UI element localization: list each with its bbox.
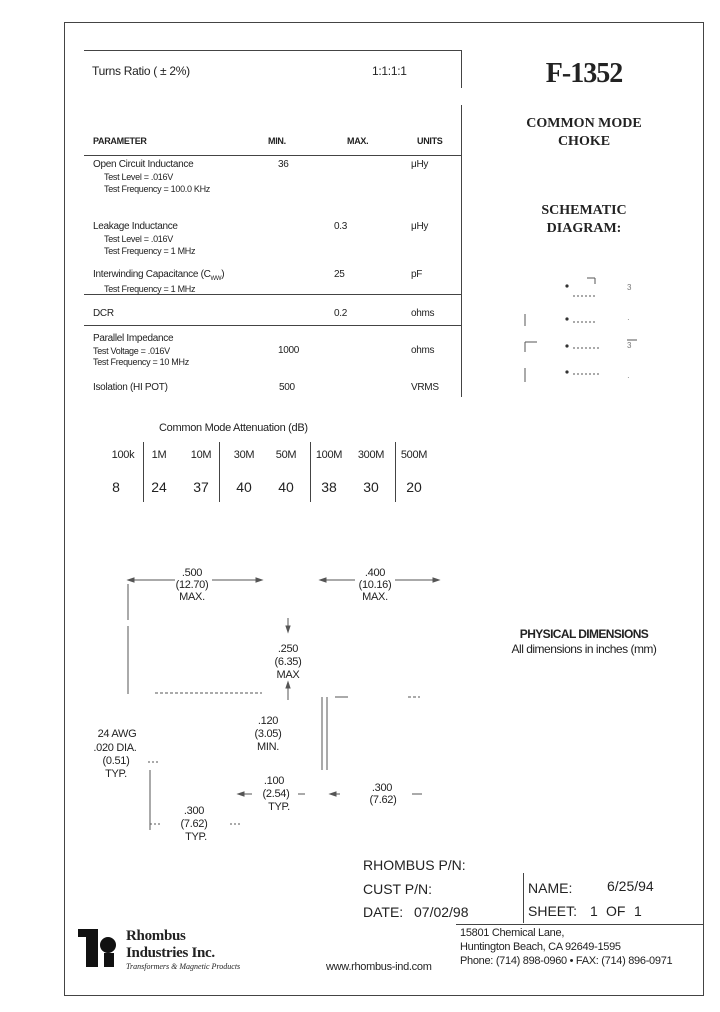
attenuation-value: 37 (193, 479, 209, 495)
sheet-value: 1 (590, 903, 598, 919)
physical-dimensions-subtitle: All dimensions in inches (mm) (511, 642, 657, 656)
sheet-of: OF (606, 903, 626, 919)
attenuation-value: 24 (151, 479, 167, 495)
row-max: 25 (334, 269, 345, 280)
dim-height-note: MAX (276, 669, 300, 681)
row-sub: Test Level = .016V (104, 172, 173, 182)
row-units: ohms (411, 345, 435, 356)
turns-ratio-label: Turns Ratio ( ± 2%) (92, 64, 190, 78)
rhombus-pn-label: RHOMBUS P/N: (363, 857, 466, 873)
dim-row-in: .300 (183, 805, 205, 817)
attenuation-freq: 50M (275, 449, 297, 461)
attenuation-freq: 300M (357, 449, 385, 461)
logo-bowl (100, 937, 116, 953)
company-tagline: Transformers & Magnetic Products (126, 962, 241, 971)
row-min: 36 (278, 159, 289, 170)
row-name: Parallel Impedance (93, 333, 174, 344)
col-parameter: PARAMETER (93, 136, 147, 146)
row-sub: Test Frequency = 1 MHz (104, 284, 196, 294)
attenuation-value: 20 (406, 479, 422, 495)
row-min: 500 (279, 382, 295, 393)
dim-lead-mm: (3.05) (254, 728, 282, 740)
row-name: DCR (93, 308, 114, 319)
row-name: Leakage Inductance (93, 221, 178, 232)
title-block-rule (523, 873, 524, 923)
arrowhead (330, 792, 336, 796)
subtitle-line2: CHOKE (557, 134, 611, 149)
row-units: μHy (411, 221, 429, 232)
address-line1: 15801 Chemical Lane, (460, 927, 565, 939)
dim-depth-in: .400 (364, 567, 386, 579)
col-units: UNITS (417, 136, 443, 146)
dim-width-in: .500 (181, 567, 203, 579)
dim-height-in: .250 (277, 643, 299, 655)
attenuation-freq: 100k (111, 449, 135, 461)
pin-number: · (627, 315, 630, 324)
arrowhead (286, 682, 290, 688)
sheet-label: SHEET: (528, 903, 578, 919)
date-label: DATE: (363, 904, 404, 920)
phone-fax: Phone: (714) 898-0960 • FAX: (714) 896-0971 (460, 955, 673, 967)
part-number: F-1352 (545, 58, 623, 89)
company-name-line2: Industries Inc. (126, 945, 215, 961)
row-units: VRMS (411, 382, 439, 393)
row-sub: Test Frequency = 10 MHz (93, 357, 189, 367)
pin-number: 3 (627, 341, 632, 350)
logo-stem (86, 929, 98, 967)
rhombus-logo-mark (78, 925, 122, 971)
dim-height-mm: (6.35) (274, 656, 302, 668)
schematic-line2: DIAGRAM: (546, 221, 622, 236)
name-label: NAME: (528, 880, 573, 896)
turns-ratio-value: 1:1:1:1 (372, 64, 407, 78)
row-name: Open Circuit Inductance (93, 159, 194, 170)
attenuation-freq: 1M (151, 449, 167, 461)
dim-wire-note: TYP. (105, 768, 127, 780)
dim-row-note: TYP. (185, 831, 207, 843)
footer-rule (456, 924, 704, 925)
attenuation-value: 30 (363, 479, 379, 495)
row-max: 0.3 (334, 221, 348, 232)
row-min: 1000 (278, 345, 300, 356)
attenuation-value: 40 (236, 479, 252, 495)
dim-depth-note: MAX. (362, 591, 388, 603)
col-min: MIN. (268, 136, 286, 146)
row-units: ohms (411, 308, 435, 319)
sheet-total: 1 (634, 903, 642, 919)
name-value: 6/25/94 (607, 878, 654, 894)
physical-dimensions-title: PHYSICAL DIMENSIONS (519, 627, 649, 641)
dim-pitch-in: .100 (263, 775, 285, 787)
row-sub: Test Frequency = 100.0 KHz (104, 184, 211, 194)
attenuation-value: 40 (278, 479, 294, 495)
attenuation-freq: 30M (233, 449, 255, 461)
company-name-line1: Rhombus (126, 928, 186, 944)
row-max: 0.2 (334, 308, 348, 319)
row-sub: Test Frequency = 1 MHz (104, 246, 196, 256)
attenuation-value: 38 (321, 479, 337, 495)
attenuation-freq: 500M (400, 449, 428, 461)
dim-lead-note: MIN. (256, 741, 280, 753)
cust-pn-label: CUST P/N: (363, 881, 432, 897)
subtitle-line1: COMMON MODE (526, 116, 642, 131)
row-units: pF (411, 269, 423, 280)
row-sub: Test Level = .016V (104, 234, 173, 244)
dim-span-in: .300 (371, 782, 393, 794)
logo-leg (104, 953, 114, 967)
attenuation-freq: 100M (315, 449, 343, 461)
dim-width-mm: (12.70) (175, 579, 209, 591)
dim-depth-mm: (10.16) (358, 579, 392, 591)
dim-span-mm: (7.62) (369, 794, 397, 806)
pin-number: 3 (627, 283, 632, 292)
dim-pitch-note: TYP. (268, 801, 290, 813)
address-line2: Huntington Beach, CA 92649-1595 (460, 941, 621, 953)
pin-number: · (627, 373, 630, 382)
dim-wire-mm: (0.51) (102, 755, 130, 767)
attenuation-freq: 10M (190, 449, 212, 461)
dim-width-note: MAX. (179, 591, 205, 603)
dim-pitch-mm: (2.54) (262, 788, 290, 800)
website-link[interactable]: www.rhombus-ind.com (326, 961, 432, 973)
schematic-line1: SCHEMATIC (541, 203, 627, 218)
row-sub: Test Voltage = .016V (93, 346, 170, 356)
date-value: 07/02/98 (414, 904, 469, 920)
row-name: Interwinding Capacitance $(C_{WW})$ (93, 269, 225, 282)
attenuation-value: 8 (112, 479, 120, 495)
dim-lead-in: .120 (257, 715, 279, 727)
attenuation-title: Common Mode Attenuation (dB) (159, 422, 308, 434)
arrowhead (433, 578, 439, 582)
dim-wire-awg: 24 AWG (97, 728, 137, 740)
arrowhead (256, 578, 262, 582)
arrowhead (286, 626, 290, 632)
dim-wire-dia: .020 DIA. (93, 742, 137, 754)
dim-row-mm: (7.62) (180, 818, 208, 830)
row-units: μHy (411, 159, 429, 170)
arrowhead (128, 578, 134, 582)
arrowhead (320, 578, 326, 582)
col-max: MAX. (347, 136, 369, 146)
arrowhead (238, 792, 244, 796)
row-name: Isolation (HI POT) (93, 382, 168, 393)
